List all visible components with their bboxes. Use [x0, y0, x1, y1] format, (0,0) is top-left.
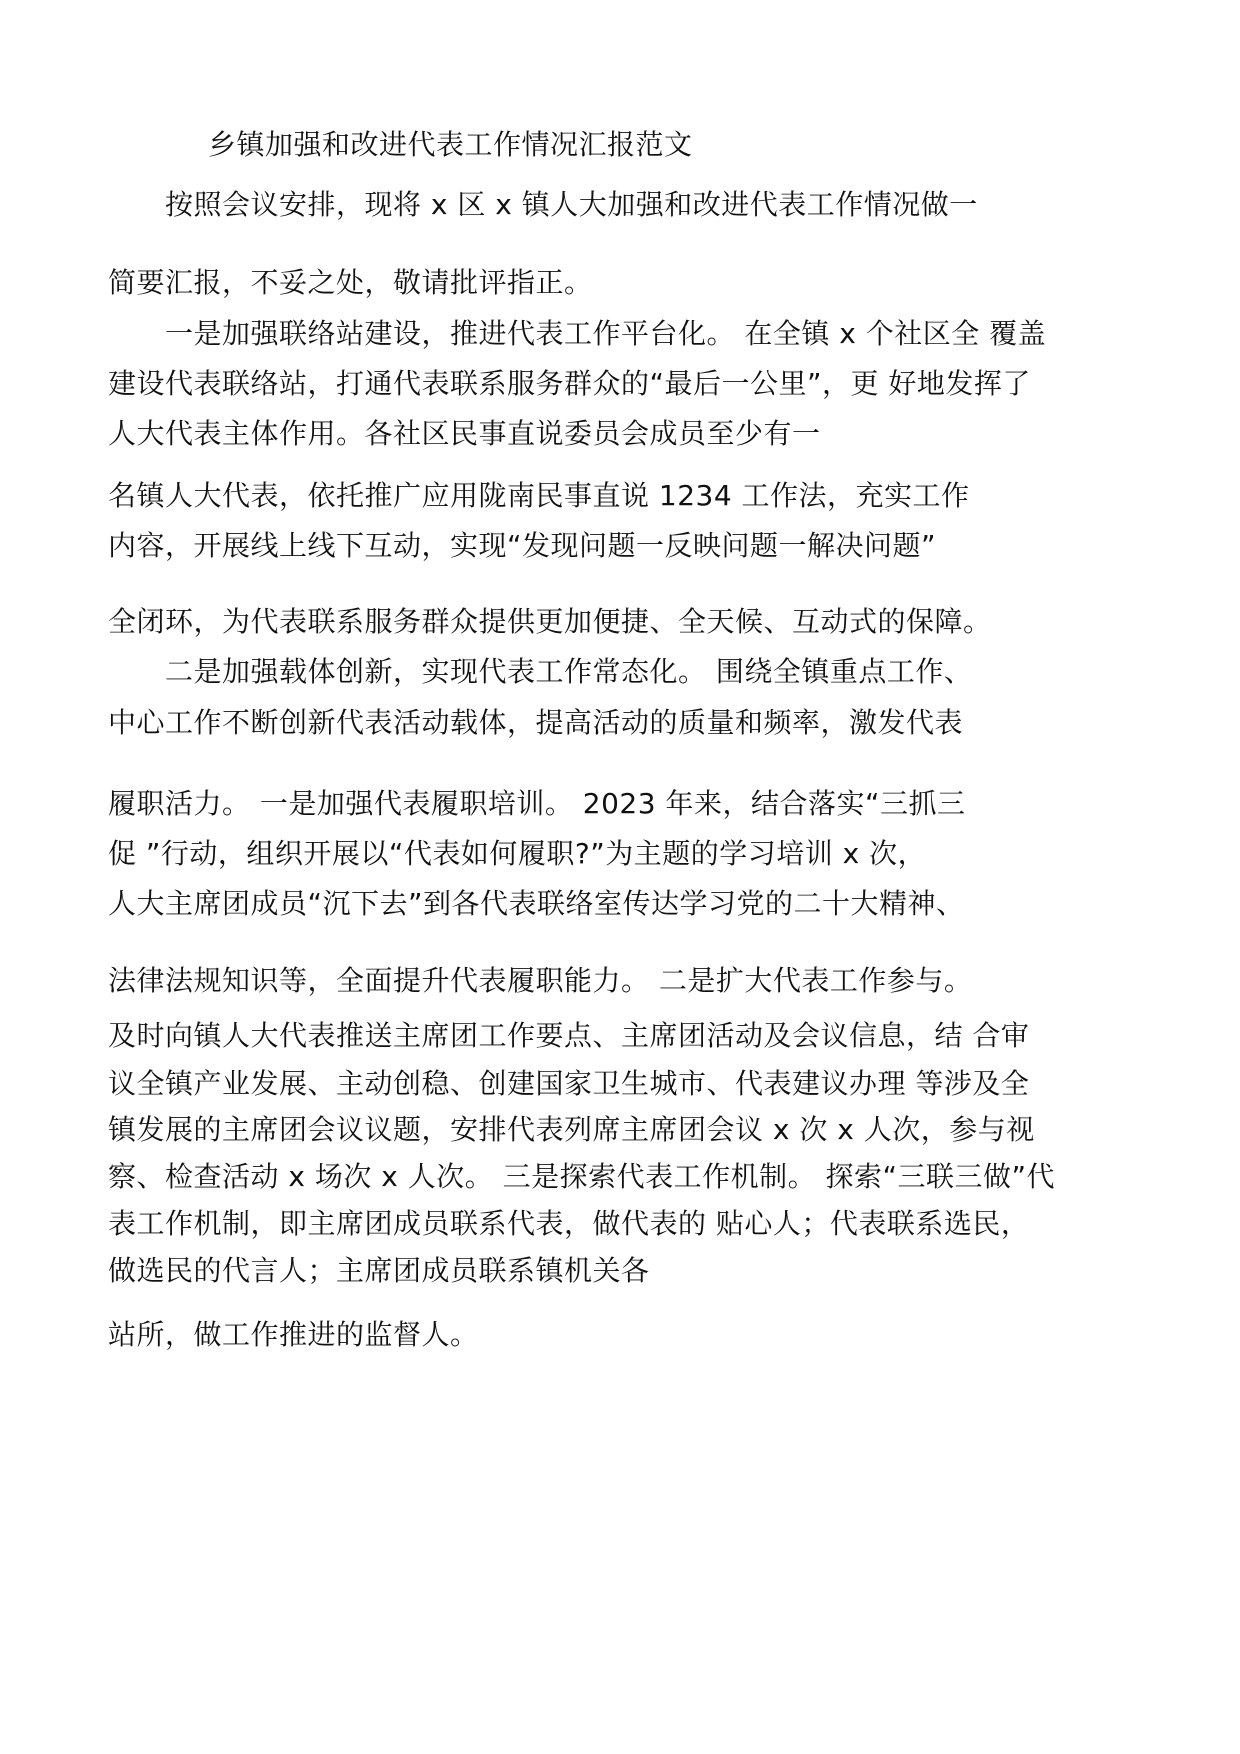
paragraph-line: 名镇人大代表，依托推广应用陇南民事直说 1234 工作法，充实工作	[108, 479, 970, 512]
paragraph-line: 表工作机制，即主席团成员联系代表，做代表的 贴心人；代表联系选民，	[108, 1207, 1030, 1240]
paragraph-line: 站所，做工作推进的监督人。	[108, 1318, 479, 1351]
paragraph-line: 内容，开展线上线下互动，实现“发现问题一反映问题一解决问题”	[108, 529, 937, 562]
paragraph-line: 建设代表联络站，打通代表联系服务群众的“最后一公里”，更 好地发挥了	[108, 367, 1031, 400]
paragraph-line: 人大代表主体作用。各社区民事直说委员会成员至少有一	[108, 417, 821, 450]
paragraph-line: 察、检查活动 x 场次 x 人次。 三是探索代表工作机制。 探索“三联三做”代	[108, 1160, 1056, 1193]
paragraph-line: 议全镇产业发展、主动创稳、创建国家卫生城市、代表建议办理 等涉及全	[108, 1067, 1030, 1100]
paragraph-line: 促 ”行动，组织开展以“代表如何履职?”为主题的学习培训 x 次，	[108, 837, 927, 870]
document-title: 乡镇加强和改进代表工作情况汇报范文	[208, 128, 693, 161]
paragraph-line: 一是加强联络站建设，推进代表工作平台化。 在全镇 x 个社区全 覆盖	[165, 317, 1047, 350]
paragraph-line: 法律法规知识等，全面提升代表履职能力。 二是扩大代表工作参与。	[108, 964, 973, 997]
paragraph-line: 镇发展的主席团会议议题，安排代表列席主席团会议 x 次 x 人次，参与视	[108, 1113, 1035, 1146]
paragraph-line: 简要汇报，不妥之处，敬请批评指正。	[108, 266, 593, 299]
paragraph-line: 人大主席团成员“沉下去”到各代表联络室传达学习党的二十大精神、	[108, 887, 965, 920]
paragraph-line: 履职活力。 一是加强代表履职培训。 2023 年来，结合落实“三抓三	[108, 787, 966, 820]
paragraph-line: 按照会议安排，现将 x 区 x 镇人大加强和改进代表工作情况做一	[165, 188, 978, 221]
paragraph-line: 及时向镇人大代表推送主席团工作要点、主席团活动及会议信息，结 合审	[108, 1019, 1030, 1052]
paragraph-line: 二是加强载体创新，实现代表工作常态化。 围绕全镇重点工作、	[165, 655, 973, 688]
paragraph-line: 做选民的代言人；主席团成员联系镇机关各	[108, 1254, 650, 1287]
paragraph-line: 全闭环，为代表联系服务群众提供更加便捷、全天候、互动式的保障。	[108, 605, 992, 638]
paragraph-line: 中心工作不断创新代表活动载体，提高活动的质量和频率，激发代表	[108, 706, 964, 739]
